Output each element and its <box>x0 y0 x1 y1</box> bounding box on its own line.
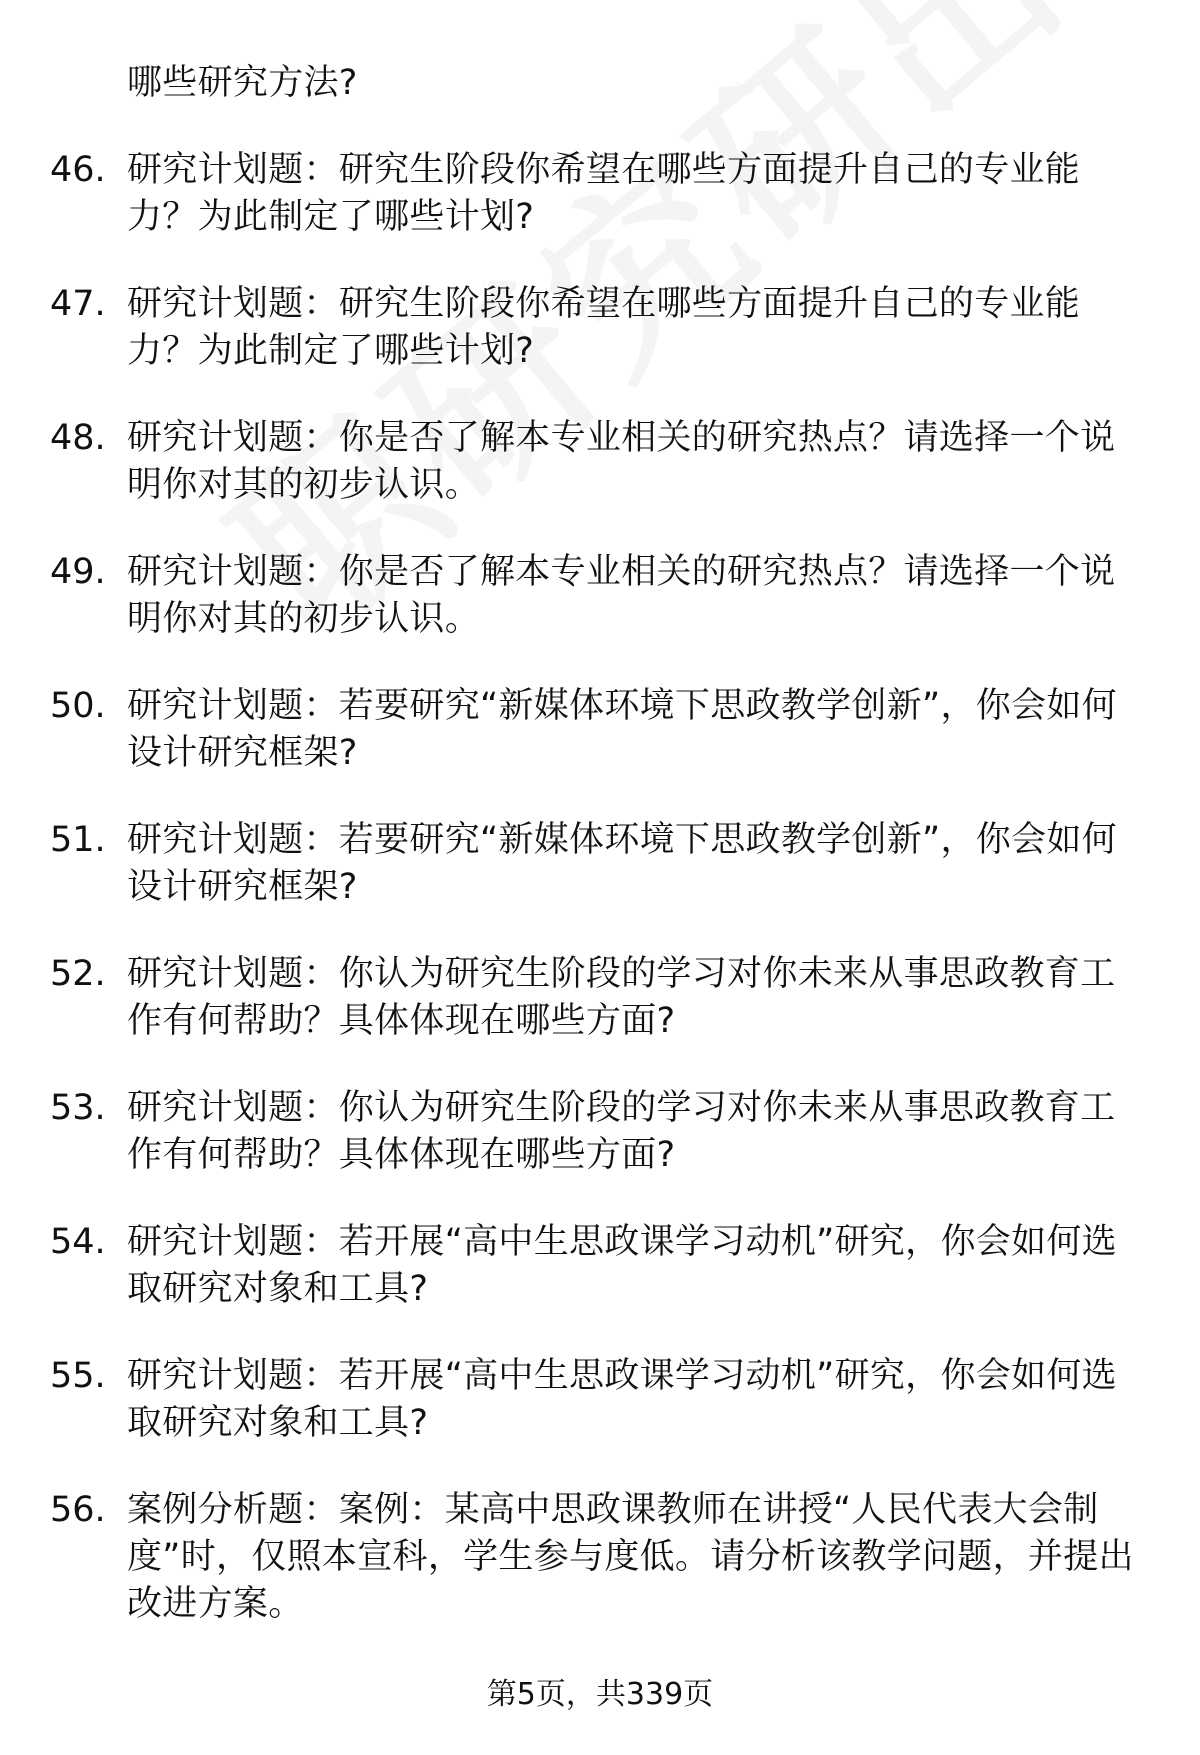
question-text: 哪些研究方法? <box>127 63 358 103</box>
question-number: 55. <box>50 1356 106 1396</box>
question-number: 46. <box>50 150 106 190</box>
question-text: 研究计划题：你是否了解本专业相关的研究热点？请选择一个说明你对其的初步认识。 <box>127 552 1116 639</box>
question-text: 研究计划题：研究生阶段你希望在哪些方面提升自己的专业能力？为此制定了哪些计划? <box>127 150 1081 237</box>
question-number: 54. <box>50 1222 106 1262</box>
question-number: 53. <box>50 1088 106 1128</box>
question-text: 研究计划题：你认为研究生阶段的学习对你未来从事思政教育工作有何帮助？具体体现在哪些方面? <box>127 1088 1116 1175</box>
question-number: 47. <box>50 284 106 324</box>
list-item <box>0 1353 1200 1447</box>
question-text: 案例分析题：案例：某高中思政课教师在讲授“人民代表大会制度”时，仅照本宣科，学生参与度低。请分析该教学问题，并提出改进方案。 <box>127 1490 1134 1624</box>
question-number: 50. <box>50 686 106 726</box>
question-text: 研究计划题：若要研究“新媒体环境下思政教学创新”，你会如何设计研究框架? <box>127 686 1117 773</box>
list-item <box>0 683 1200 777</box>
list-item-continuation <box>0 60 1200 107</box>
list-item <box>0 549 1200 643</box>
question-text: 研究计划题：若要研究“新媒体环境下思政教学创新”，你会如何设计研究框架? <box>127 820 1117 907</box>
question-text: 研究计划题：你是否了解本专业相关的研究热点？请选择一个说明你对其的初步认识。 <box>127 418 1116 505</box>
question-number: 52. <box>50 954 106 994</box>
question-number: 56. <box>50 1490 106 1530</box>
list-item <box>0 1219 1200 1313</box>
list-item <box>0 281 1200 375</box>
list-item <box>0 1487 1200 1628</box>
question-text: 研究计划题：若开展“高中生思政课学习动机”研究，你会如何选取研究对象和工具? <box>127 1356 1117 1443</box>
list-item <box>0 1085 1200 1179</box>
question-text: 研究计划题：若开展“高中生思政课学习动机”研究，你会如何选取研究对象和工具? <box>127 1222 1117 1309</box>
question-number: 51. <box>50 820 106 860</box>
question-number: 49. <box>50 552 106 592</box>
question-number: 48. <box>50 418 106 458</box>
question-text: 研究计划题：研究生阶段你希望在哪些方面提升自己的专业能力？为此制定了哪些计划? <box>127 284 1081 371</box>
list-item <box>0 951 1200 1045</box>
list-item <box>0 147 1200 241</box>
page-number-footer: 第5页，共339页 <box>486 1677 714 1712</box>
question-text: 研究计划题：你认为研究生阶段的学习对你未来从事思政教育工作有何帮助？具体体现在哪些方面? <box>127 954 1116 1041</box>
question-list <box>0 60 1200 1668</box>
list-item <box>0 415 1200 509</box>
list-item <box>0 817 1200 911</box>
